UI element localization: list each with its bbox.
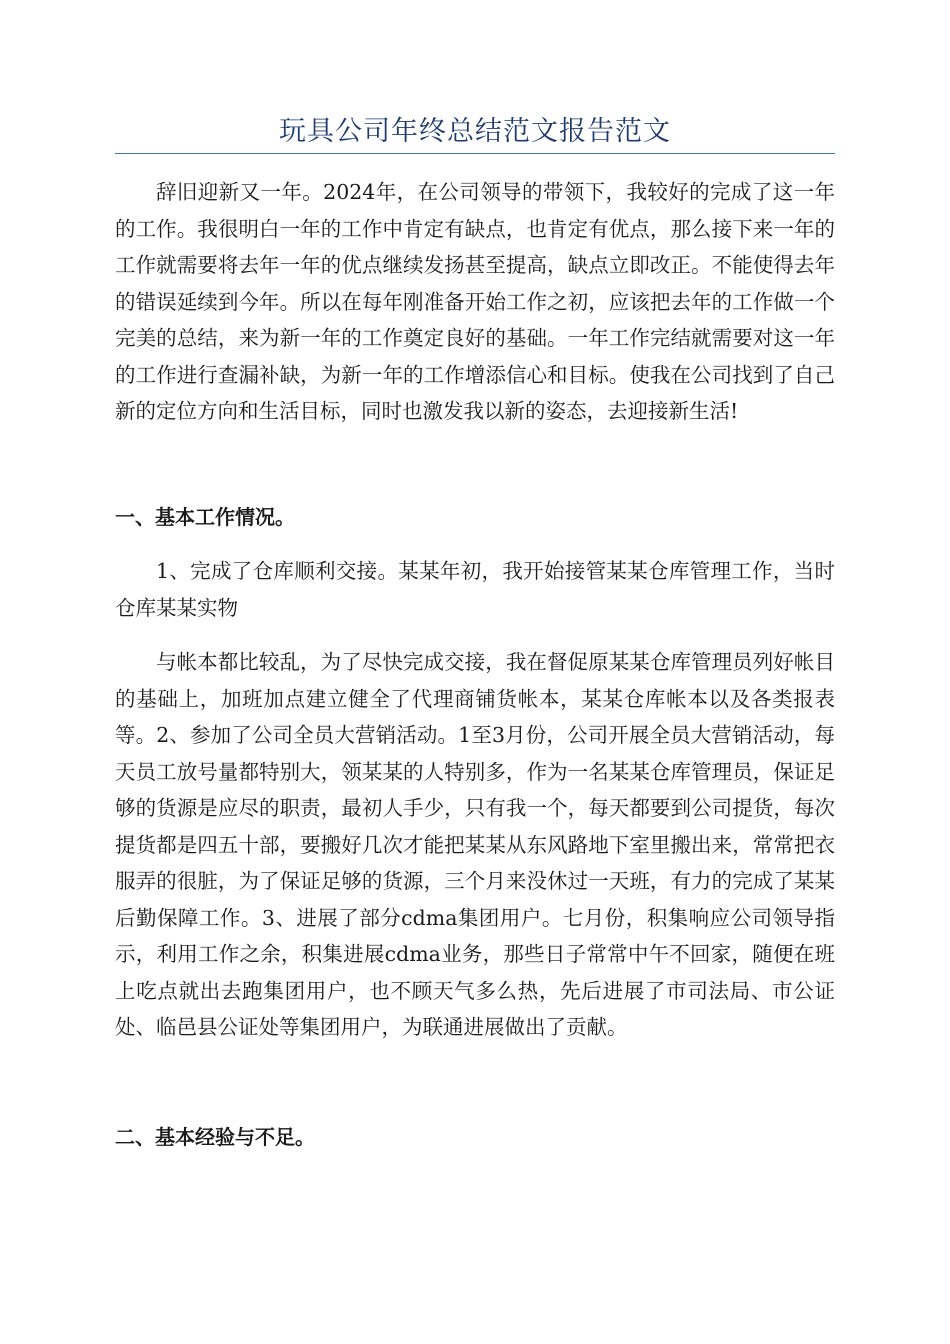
- title-underline-rule: [115, 153, 835, 154]
- intro-paragraph: 辞旧迎新又一年。2024年，在公司领导的带领下，我较好的完成了这一年的工作。我很明白一年的工作中肯定有缺点，也肯定有优点，那么接下来一年的工作就需要将去年一年的优点继续发扬甚至提高，缺点立即改正。不能使得去年的错误延续到今年。所以在每年刚准备开始工作之初，应该把去年的工作做一个完美的总结，来为新一年的工作奠定良好的基础。一年工作完结就需要对这一年的工作进行查漏补缺，为新一年的工作增添信心和目标。使我在公司找到了自己新的定位方向和生活目标，同时也激发我以新的姿态，去迎接新生活!: [115, 180, 835, 423]
- section-heading-basic-work: 一、基本工作情况。: [115, 505, 295, 529]
- section-heading-experience: 二、基本经验与不足。: [115, 1125, 315, 1149]
- work-item-paragraph: 1、完成了仓库顺利交接。某某年初，我开始接管某某仓库管理工作，当时仓库某某实物: [115, 559, 835, 620]
- document-title: 玩具公司年终总结范文报告范文: [279, 116, 671, 147]
- work-details-paragraph: 与帐本都比较乱，为了尽快完成交接，我在督促原某某仓库管理员列好帐目的基础上，加班加点建立健全了代理商铺货帐本，某某仓库帐本以及各类报表等。2、参加了公司全员大营销活动。1至3月份，公司开展全员大营销活动，每天员工放号量都特别大，领某某的人特别多，作为一名某某仓库管理员，保证足够的货源是应尽的职责，最初人手少，只有我一个，每天都要到公司提货，每次提货都是四五十部，要搬好几次才能把某某从东风路地下室里搬出来，常常把衣服弄的很脏，为了保证足够的货源，三个月来没休过一天班，有力的完成了某某后勤保障工作。3、进展了部分cdma集团用户。七月份，积集响应公司领导指示，利用工作之余，积集进展cdma业务，那些日子常常中午不回家，随便在班上吃点就出去跑集团用户，也不顾天气多么热，先后进展了市司法局、市公证处、临邑县公证处等集团用户，为联通进展做出了贡献。: [115, 650, 835, 1039]
